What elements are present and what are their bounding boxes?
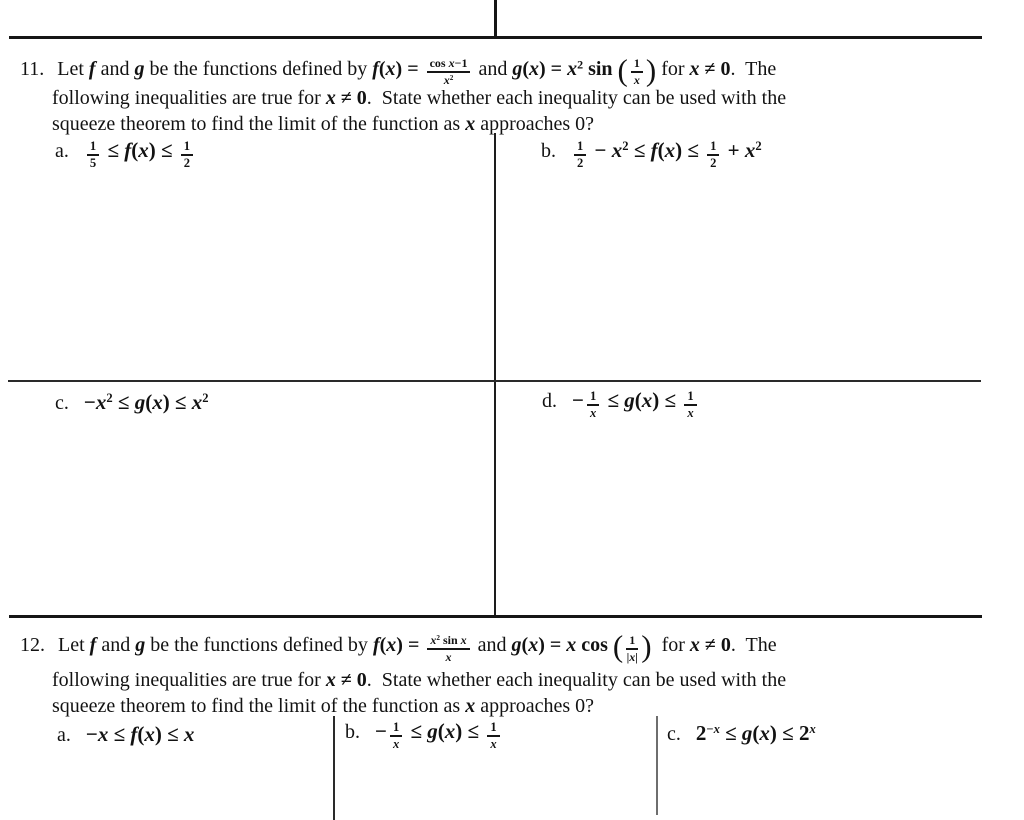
horizontal-rule-3 <box>9 615 982 618</box>
p11-item-b-label: b. <box>541 140 556 162</box>
p12-item-c-label: c. <box>667 723 681 745</box>
problem-12-line-3: squeeze theorem to find the limit of the function as x approaches 0? <box>52 695 595 717</box>
p12-item-a <box>57 722 194 747</box>
p11-item-d-formula: − $\frac{1}{x}$ ≤ g(x) ≤ $\frac{1}{x}$ <box>572 388 700 421</box>
problem-12-number: 12. <box>20 634 45 656</box>
problem-12-line-2: following inequalities are true for x ≠ 0. State whether each inequality can be used with the <box>52 669 787 691</box>
p11-item-d-label: d. <box>542 390 557 412</box>
p11-item-b <box>541 138 762 171</box>
horizontal-rule-2 <box>8 380 981 382</box>
p11-item-d <box>542 388 700 421</box>
p11-item-c-formula: $-x^2 \le g(x) \le x^2$ <box>83 390 209 414</box>
p12-answer-separator-1 <box>333 716 335 820</box>
problem-11-number: 11. <box>20 57 45 80</box>
p12-item-c <box>667 721 816 746</box>
problem-12-line-1 <box>20 624 777 666</box>
p11-item-b-formula: $\frac{1}{2}$ − $x^2 \le f(x)$ ≤ $\frac{1}{2}$ + $x^2$ <box>571 138 762 171</box>
p12-item-a-formula: −x ≤ f(x) ≤ x <box>85 722 195 746</box>
p12-item-b-label: b. <box>345 721 360 743</box>
problem-11-statement-part-1: Let f and g be the functions defined by f(x) = $\frac{\text{cos x−1}}{x^2}$ and $g(x) = x^2$ sin ( $\frac{1}{x}$ ) for x ≠ 0. The <box>57 52 777 88</box>
p12-item-c-formula: $2^{-x} \le g(x) \le 2^x$ <box>695 721 816 745</box>
horizontal-rule-1 <box>9 36 982 39</box>
problem-12-statement-part-1: Let f and g be the functions defined by f(x) = $\frac{x^2 \sin x}{x}$ and g(x) = x cos ( $\frac{1}{|x|}$ ) for x ≠ 0. The <box>58 628 777 664</box>
problem-11-line-1 <box>20 44 776 89</box>
p11-item-c <box>55 390 209 415</box>
problem-11-line-3: squeeze theorem to find the limit of the function as x approaches 0? <box>52 113 595 135</box>
p11-item-c-label: c. <box>55 392 69 414</box>
p12-item-a-label: a. <box>57 724 71 746</box>
p11-item-a-label: a. <box>55 140 69 162</box>
p12-item-b <box>345 719 503 752</box>
vertical-rule-top <box>494 0 497 37</box>
p12-answer-separator-2 <box>656 716 658 815</box>
p11-item-a <box>55 138 196 171</box>
p11-item-a-formula: $\frac{1}{5}$ ≤ f(x) ≤ $\frac{1}{2}$ <box>84 138 196 171</box>
vertical-rule-center <box>494 133 496 618</box>
p12-item-b-formula: − $\frac{1}{x}$ ≤ g(x) ≤ $\frac{1}{x}$ <box>375 719 503 752</box>
problem-11-line-2: following inequalities are true for x ≠ 0. State whether each inequality can be used with the <box>52 87 787 109</box>
